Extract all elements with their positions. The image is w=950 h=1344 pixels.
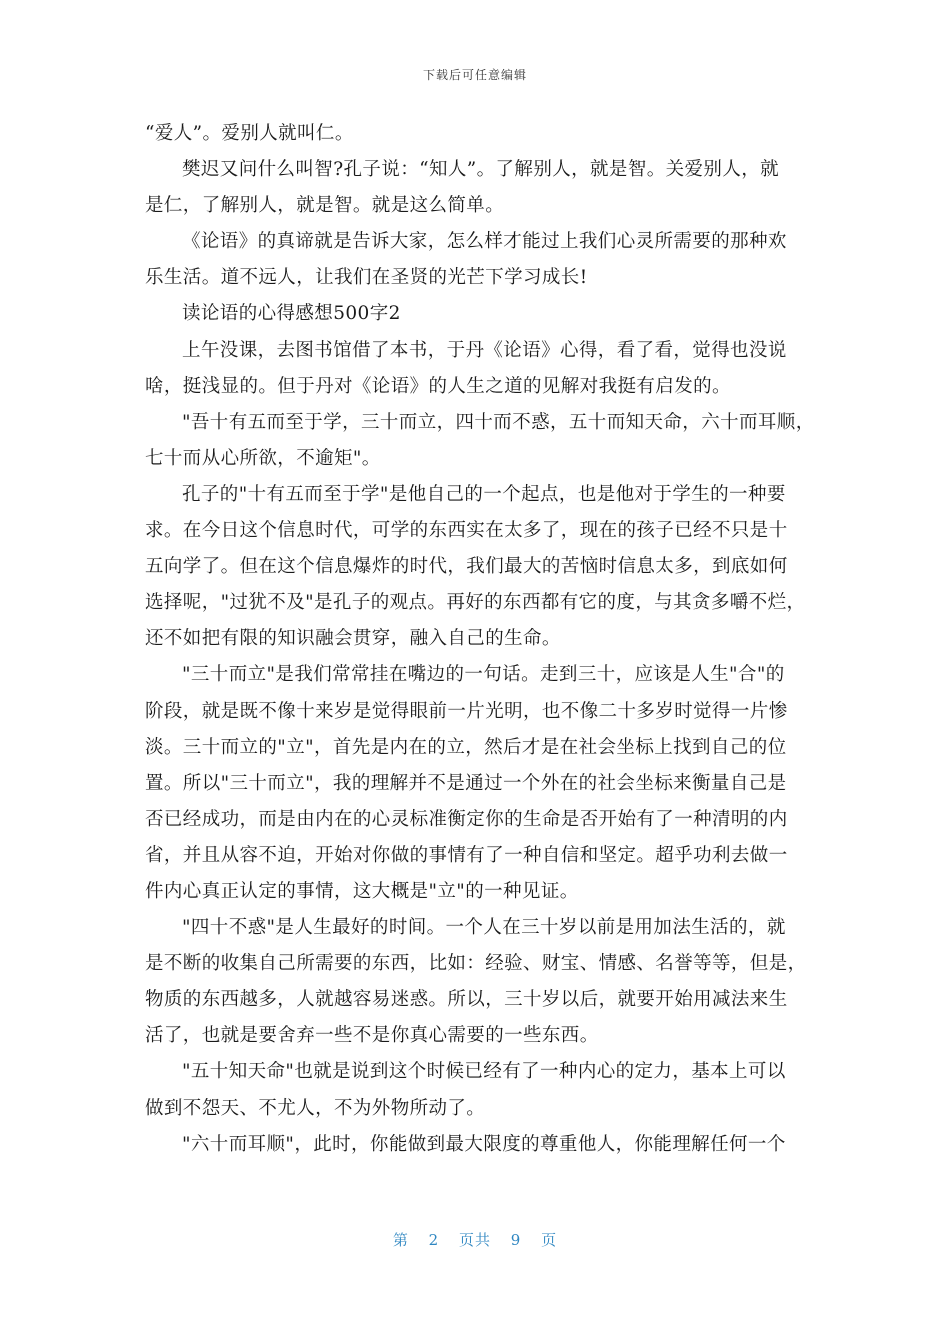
text-line: 阶段，就是既不像十来岁是觉得眼前一片光明，也不像二十多岁时觉得一片惨 xyxy=(145,700,788,722)
text-line: 活了，也就是要舍弃一些不是你真心需要的一些东西。 xyxy=(145,1025,599,1047)
text-line: 读论语的心得感想500字2 xyxy=(182,303,401,325)
text-line: "吾十有五而至于学，三十而立，四十而不惑，五十而知天命，六十而耳顺， xyxy=(182,411,815,433)
text-line: 乐生活。道不远人，让我们在圣贤的光芒下学习成长! xyxy=(145,267,588,289)
text-line: 五向学了。但在这个信息爆炸的时代，我们最大的苦恼时信息太多，到底如何 xyxy=(145,556,788,578)
text-line: “爱人”。爱别人就叫仁。 xyxy=(145,123,354,144)
text-line: 选择呢，"过犹不及"是孔子的观点。再好的东西都有它的度，与其贪多嚼不烂， xyxy=(145,592,806,614)
text-line: "六十而耳顺"，此时，你能做到最大限度的尊重他人，你能理解任何一个 xyxy=(182,1133,786,1155)
text-line: 件内心真正认定的事情，这大概是"立"的一种见证。 xyxy=(145,880,579,902)
text-line: 置。所以"三十而立"，我的理解并不是通过一个外在的社会坐标来衡量自己是 xyxy=(145,772,787,794)
text-line: 《论语》的真谛就是告诉大家，怎么样才能过上我们心灵所需要的那种欢 xyxy=(182,231,787,253)
text-line: "四十不惑"是人生最好的时间。一个人在三十岁以前是用加法生活的，就 xyxy=(182,917,786,939)
page-header: 下载后可任意编辑 xyxy=(422,68,527,82)
page-footer: 第 2 页共 9 页 xyxy=(392,1231,558,1249)
text-line: 七十而从心所欲，不逾矩"。 xyxy=(145,447,381,469)
text-line: 孔子的"十有五而至于学"是他自己的一个起点，也是他对于学生的一种要 xyxy=(182,483,786,505)
text-line: 是不断的收集自己所需要的东西，比如：经验、财宝、情感、名誉等等，但是， xyxy=(145,953,807,975)
text-line: 物质的东西越多，人就越容易迷惑。所以，三十岁以后，就要开始用减法来生 xyxy=(145,989,788,1011)
text-line: 省，并且从容不迫，开始对你做的事情有了一种自信和坚定。超乎功利去做一 xyxy=(145,844,788,866)
text-line: 否已经成功，而是由内在的心灵标准衡定你的生命是否开始有了一种清明的内 xyxy=(145,808,788,830)
document-body xyxy=(145,116,815,1163)
text-line: "五十知天命"也就是说到这个时候已经有了一种内心的定力，基本上可以 xyxy=(182,1061,786,1083)
text-line: 做到不怨天、不尤人，不为外物所动了。 xyxy=(145,1097,486,1119)
text-line: 樊迟又问什么叫智?孔子说：“知人”。了解别人，就是智。关爱别人，就 xyxy=(182,159,780,181)
text-line: 还不如把有限的知识融会贯穿，融入自己的生命。 xyxy=(145,628,561,650)
text-line: "三十而立"是我们常常挂在嘴边的一句话。走到三十，应该是人生"合"的 xyxy=(182,664,785,686)
text-line: 啥，挺浅显的。但于丹对《论语》的人生之道的见解对我挺有启发的。 xyxy=(145,375,731,397)
text-line: 上午没课，去图书馆借了本书，于丹《论语》心得，看了看，觉得也没说 xyxy=(182,339,787,361)
text-line: 是仁，了解别人，就是智。就是这么简单。 xyxy=(145,195,505,217)
text-line: 求。在今日这个信息时代，可学的东西实在太多了，现在的孩子已经不只是十 xyxy=(145,520,788,542)
text-line: 淡。三十而立的"立"，首先是内在的立，然后才是在社会坐标上找到自己的位 xyxy=(145,736,787,758)
